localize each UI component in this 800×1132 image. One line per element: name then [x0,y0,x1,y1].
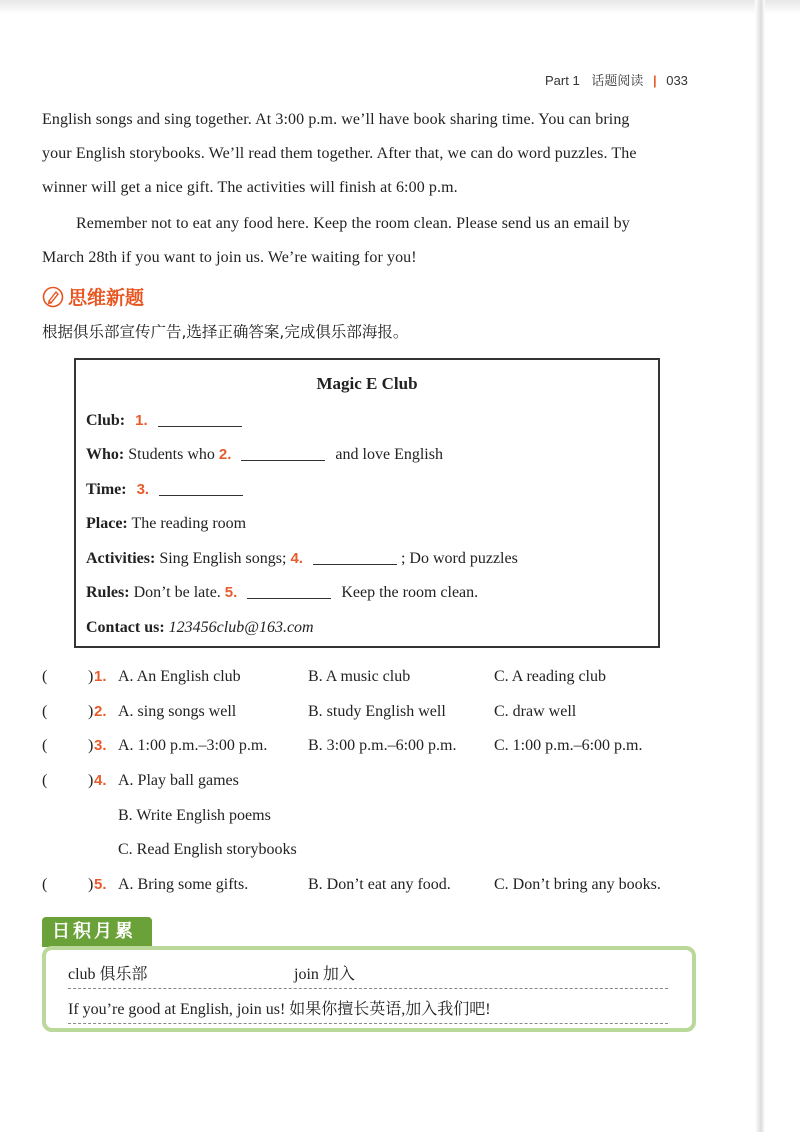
instruction-text: 根据俱乐部宣传广告,选择正确答案,完成俱乐部海报。 [42,323,409,341]
club-label: Club: [86,412,126,429]
blank-number: 4. [290,550,303,567]
poster-activities-line [86,550,518,568]
answer-paren-open[interactable]: ( [42,737,48,754]
vocab-banner: 日积月累 [42,917,152,947]
blank-number: 2. [218,446,232,463]
poster-who-line [86,446,443,464]
pen-circle-icon [42,286,64,308]
rules-text: Don’t be late. [133,584,221,601]
answer-blank-2[interactable] [241,446,325,461]
poster-place-line [86,515,246,533]
section-label: 话题阅读 [591,73,644,88]
answer-paren-close: ) [88,668,94,685]
option-a: A. sing songs well [118,703,237,720]
answer-paren-close: ) [88,876,94,893]
vocab-words-line [68,954,668,989]
poster-club-line [86,412,248,430]
part-label: Part 1 [545,73,580,88]
question-number: 4. [94,772,107,789]
poster-time-line [86,481,249,499]
option-c: C. draw well [494,703,577,720]
option-a: A. 1:00 p.m.–3:00 p.m. [118,737,268,754]
option-c: C. 1:00 p.m.–6:00 p.m. [494,737,643,754]
activities-text-tail: ; Do word puzzles [400,550,518,567]
passage-line: winner will get a nice gift. The activities will finish at 6:00 p.m. [42,179,458,196]
answer-paren-open[interactable]: ( [42,772,48,789]
rules-text-tail: Keep the room clean. [341,584,479,601]
answer-paren-close: ) [88,737,94,754]
running-head [545,70,688,89]
section-heading [42,283,144,310]
activities-label: Activities: [86,550,156,567]
blank-number: 1. [135,412,148,429]
option-b: B. A music club [308,668,411,685]
option-a: A. Bring some gifts. [118,876,249,893]
page-top-shadow [0,0,800,14]
passage-line: your English storybooks. We’ll read them together. After that, we can do word puzzles. The [42,145,637,162]
option-c: C. A reading club [494,668,606,685]
vocab-sentence-line [68,989,668,1024]
passage-paragraph-1 [42,103,697,205]
place-value: The reading room [131,515,247,532]
header-divider: | [652,73,657,88]
answer-paren-close: ) [88,772,94,789]
option-a: A. Play ball games [118,772,239,789]
option-c: C. Don’t bring any books. [494,876,661,893]
passage-line: English songs and sing together. At 3:00 p.m. we’ll have book sharing time. You can bring [42,111,630,128]
contact-email: 123456club@163.com [168,619,314,636]
poster-title: Magic E Club [316,374,418,393]
rules-label: Rules: [86,584,130,601]
club-poster [74,358,660,648]
option-b: B. Write English poems [118,807,271,824]
vocab-box [42,946,696,1032]
passage-paragraph-2 [42,207,697,275]
answer-blank-1[interactable] [158,412,242,427]
page-number: 033 [666,73,688,88]
vocab-word-join: join 加入 [294,966,355,983]
question-number: 2. [94,703,107,720]
option-c: C. Read English storybooks [118,841,297,858]
answer-paren-open[interactable]: ( [42,703,48,720]
place-label: Place: [86,515,128,532]
answer-paren-open[interactable]: ( [42,876,48,893]
question-number: 3. [94,737,107,754]
answer-blank-3[interactable] [159,481,243,496]
question-number: 1. [94,668,107,685]
blank-number: 5. [224,584,238,601]
answer-paren-open[interactable]: ( [42,668,48,685]
question-number: 5. [94,876,107,893]
option-a: A. An English club [118,668,241,685]
who-label: Who: [86,446,125,463]
who-text: Students who [128,446,215,463]
activities-text: Sing English songs; [159,550,287,567]
page-spine-shadow [755,0,765,1132]
passage-line: Remember not to eat any food here. Keep the room clean. Please send us an email by [76,215,630,232]
contact-label: Contact us: [86,619,165,636]
answer-paren-close: ) [88,703,94,720]
option-b: B. 3:00 p.m.–6:00 p.m. [308,737,457,754]
passage-line: March 28th if you want to join us. We’re waiting for you! [42,249,417,266]
option-b: B. Don’t eat any food. [308,876,451,893]
option-b: B. study English well [308,703,446,720]
poster-contact-line [86,619,314,637]
answer-blank-4[interactable] [313,550,397,565]
time-label: Time: [86,481,127,498]
blank-number: 3. [136,481,150,498]
who-text-tail: and love English [335,446,443,463]
answer-blank-5[interactable] [247,584,331,599]
vocab-sentence: If you’re good at English, join us! 如果你擅长英语,加入我们吧! [68,1001,491,1018]
section-title: 思维新题 [68,287,145,309]
vocab-word-club: club 俱乐部 [68,966,148,983]
poster-rules-line [86,584,478,602]
